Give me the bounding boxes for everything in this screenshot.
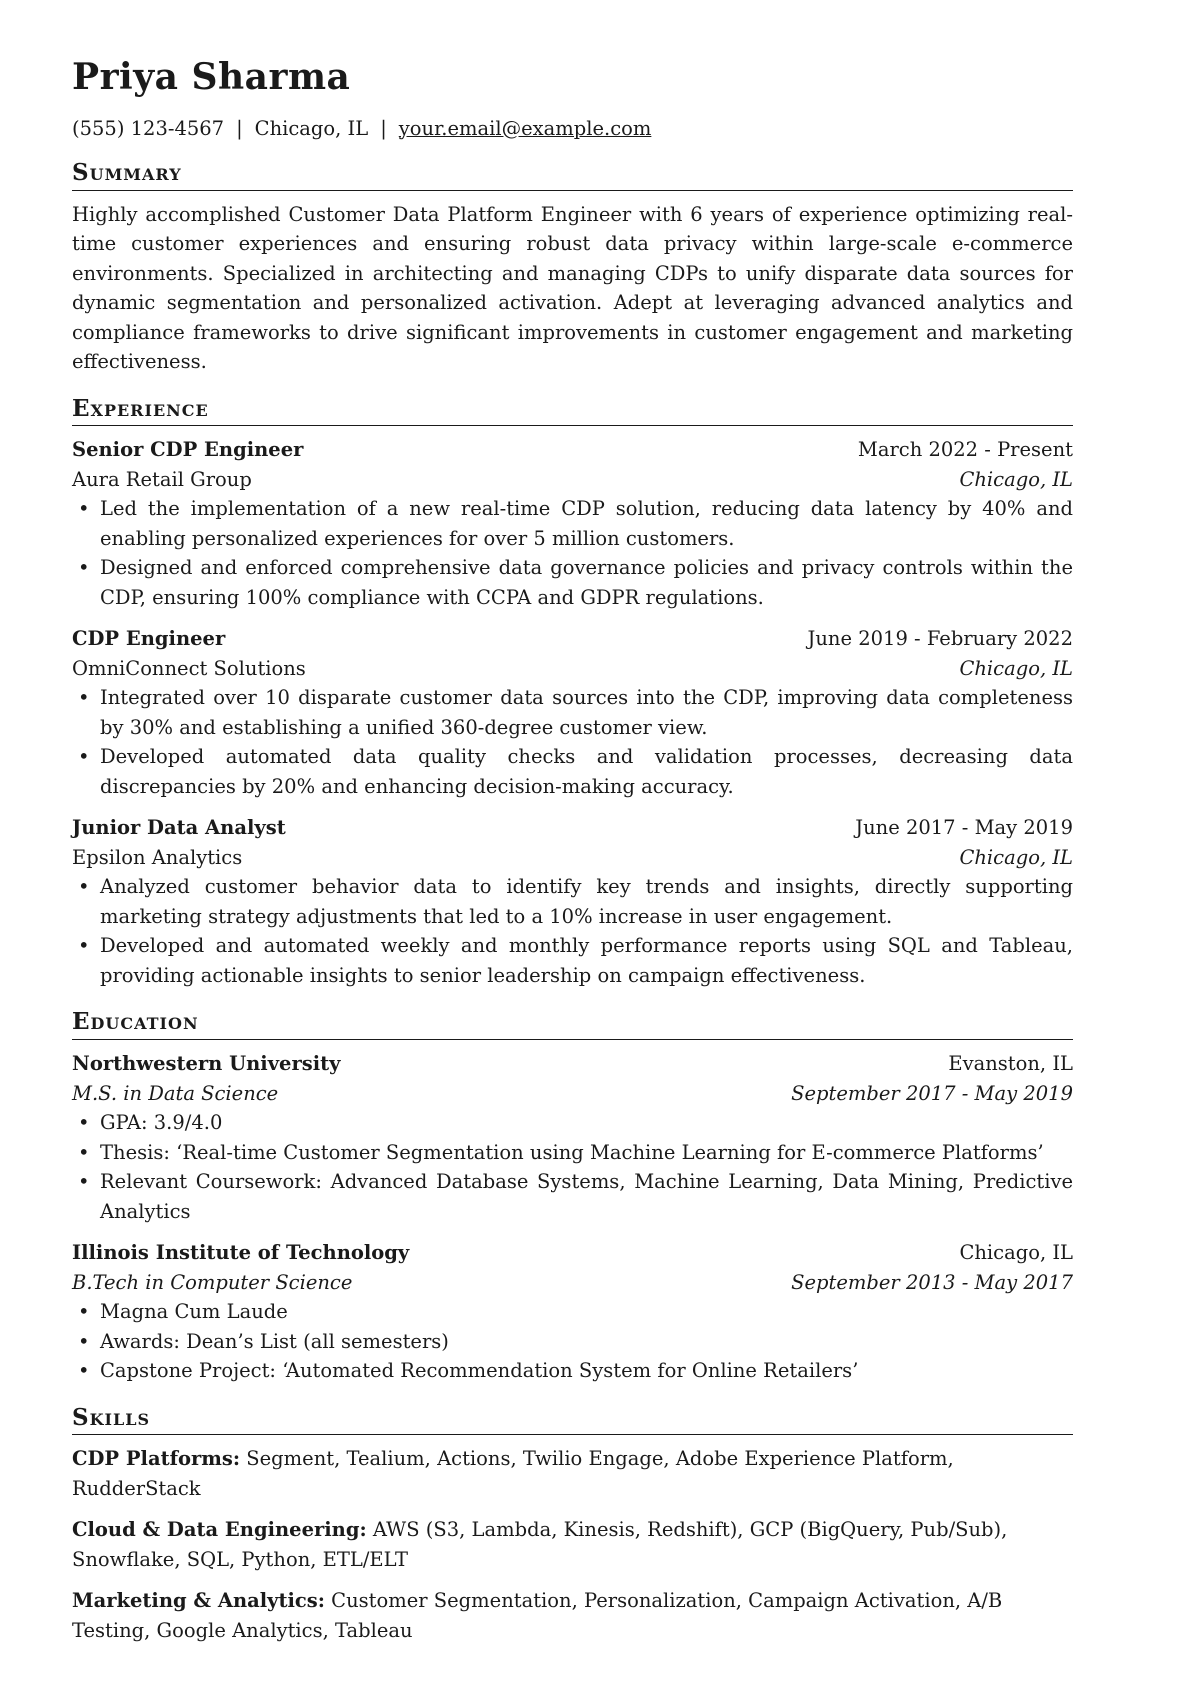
candidate-name: Priya Sharma [72,56,351,98]
experience-entry [72,624,1073,801]
contact-separator: | [236,116,243,140]
job-location: Chicago, IL [959,656,1073,680]
bullet-item: • Developed and automated weekly and monthly performance reports using SQL and Tableau, providing actionable insights to senior leadership on campaign effectiveness. [72,931,1073,990]
skill-group [72,1515,1073,1574]
company-name: OmniConnect Solutions [72,656,306,680]
job-dates: June 2017 - May 2019 [855,816,1073,840]
bullet-item: • Magna Cum Laude [72,1297,1073,1327]
job-title: CDP Engineer [72,627,226,651]
skill-group-label: CDP Platforms: [72,1447,241,1471]
skill-group [72,1586,1073,1645]
bullet-item: • Capstone Project: ‘Automated Recommendation System for Online Retailers’ [72,1356,1073,1386]
company-name: Aura Retail Group [72,467,252,491]
job-location: Chicago, IL [959,467,1073,491]
education-entry [72,1238,1073,1386]
location: Chicago, IL [254,116,369,140]
bullet-item: • Awards: Dean’s List (all semesters) [72,1327,1073,1357]
education-entry [72,1049,1073,1226]
school-location: Evanston, IL [948,1052,1073,1076]
bullet-item: • Led the implementation of a new real-time CDP solution, reducing data latency by 40% and enabling personalized experiences for over 5 million customers. [72,494,1073,553]
degree: B.Tech in Computer Science [72,1270,353,1294]
email-link[interactable]: your.email@example.com [398,116,652,140]
section-title-skills: Skills [72,1404,1073,1436]
job-dates: June 2019 - February 2022 [807,627,1073,651]
skill-group-items: Segment, Tealium, Actions, Twilio Engage, Adobe Experience Platform, RudderStack [72,1447,954,1500]
section-title-summary: Summary [72,159,1073,191]
summary-text: Highly accomplished Customer Data Platform Engineer with 6 years of experience optimizing real-time customer experiences and ensuring robust data privacy within large-scale e-commerce environments. Specialized in architecting and managing CDPs to unify disparate data sources for dynamic segmentation and personalized activation. Adept at leveraging advanced analytics and compliance frameworks to drive significant improvements in customer engagement and marketing effectiveness. [72,202,1073,374]
bullet-item: • Thesis: ‘Real-time Customer Segmentation using Machine Learning for E-commerce Platforms’ [72,1138,1073,1168]
section-title-education: Education [72,1008,1073,1040]
bullet-item: • Designed and enforced comprehensive data governance policies and privacy controls within the CDP, ensuring 100% compliance with CCPA and GDPR regulations. [72,553,1073,612]
job-title: Senior CDP Engineer [72,438,304,462]
school-name: Illinois Institute of Technology [72,1241,410,1265]
school-location: Chicago, IL [959,1241,1073,1265]
phone-number: (555) 123-4567 [72,116,225,140]
education-dates: September 2017 - May 2019 [791,1081,1073,1105]
job-title: Junior Data Analyst [72,816,286,840]
section-title-experience: Experience [72,395,1073,427]
bullet-item: • Relevant Coursework: Advanced Database Systems, Machine Learning, Data Mining, Predictive Analytics [72,1167,1073,1226]
bullet-item: • Integrated over 10 disparate customer data sources into the CDP, improving data completeness by 30% and establishing a unified 360-degree customer view. [72,683,1073,742]
job-location: Chicago, IL [959,845,1073,869]
contact-separator: | [380,116,387,140]
education-dates: September 2013 - May 2017 [791,1270,1073,1294]
skill-group-label: Cloud & Data Engineering: [72,1518,367,1542]
company-name: Epsilon Analytics [72,845,243,869]
bullet-item: • GPA: 3.9/4.0 [72,1108,1073,1138]
skill-group-items: Customer Segmentation, Personalization, Campaign Activation, A/B Testing, Google Analytics, Tableau [72,1589,1003,1642]
experience-entry [72,813,1073,990]
skill-group-label: Marketing & Analytics: [72,1589,325,1613]
skill-group-items: AWS (S3, Lambda, Kinesis, Redshift), GCP (BigQuery, Pub/Sub), Snowflake, SQL, Python, ETL/ELT [72,1518,1008,1571]
job-dates: March 2022 - Present [857,438,1073,462]
school-name: Northwestern University [72,1052,341,1076]
contact-line [72,116,1073,141]
bullet-item: • Analyzed customer behavior data to identify key trends and insights, directly supporting marketing strategy adjustments that led to a 10% increase in user engagement. [72,872,1073,931]
degree: M.S. in Data Science [72,1081,279,1105]
skill-group [72,1444,1073,1503]
bullet-item: • Developed automated data quality checks and validation processes, decreasing data discrepancies by 20% and enhancing decision-making accuracy. [72,742,1073,801]
experience-entry [72,435,1073,612]
